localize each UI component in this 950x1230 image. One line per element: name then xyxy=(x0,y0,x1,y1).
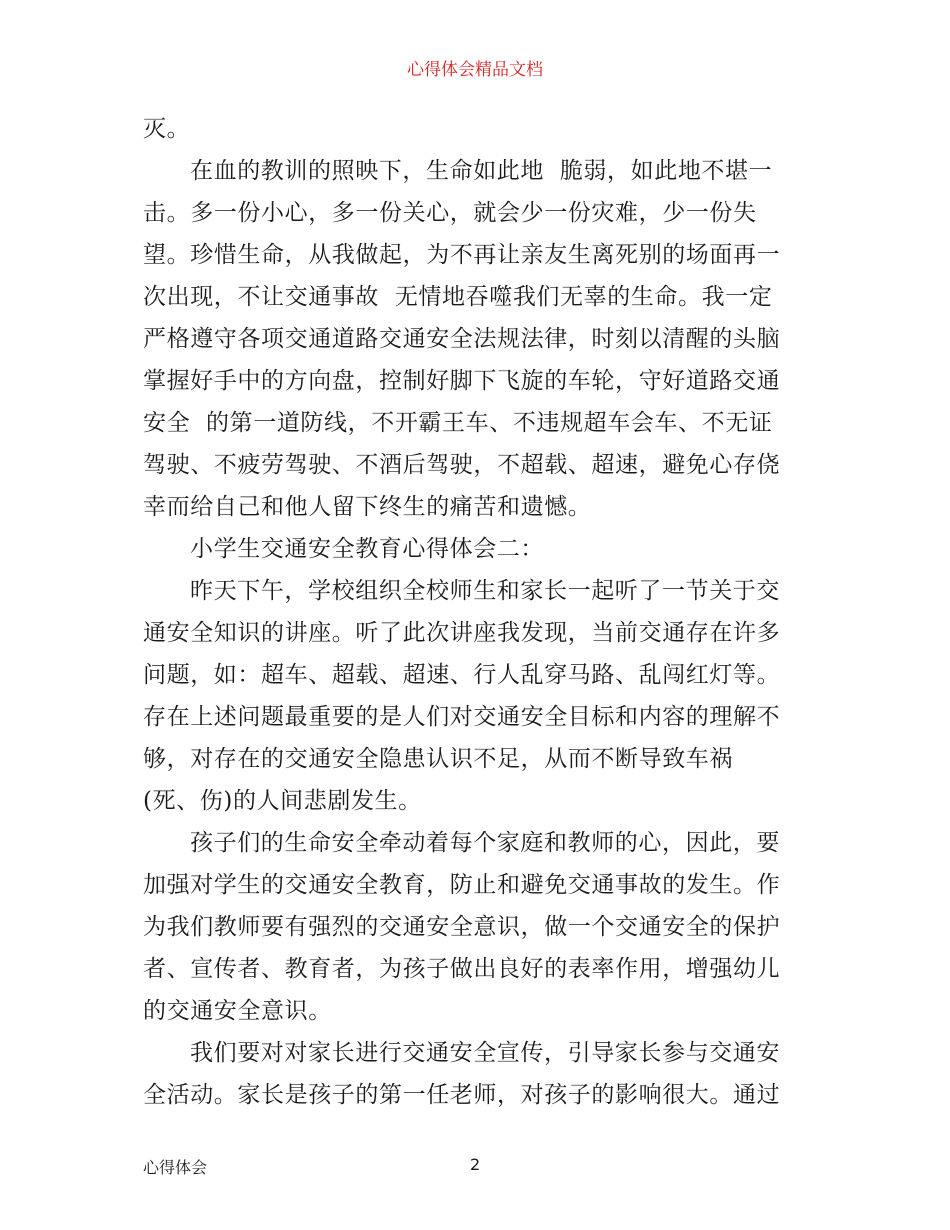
body-line: 安全 的第一道防线，不开霸王车、不违规超车会车、不无证 xyxy=(143,410,773,436)
body-line: 为我们教师要有强烈的交通安全意识，做一个交通安全的保护 xyxy=(143,914,781,940)
body-line: 击。多一份小心，多一份关心，就会少一份灾难，少一份失 xyxy=(143,200,757,226)
body-line: 驾驶、不疲劳驾驶、不酒后驾驶，不超载、超速，避免心存侥 xyxy=(143,452,781,478)
body-line: 灭。 xyxy=(143,116,191,142)
body-line: 通安全知识的讲座。听了此次讲座我发现，当前交通存在许多 xyxy=(143,620,781,646)
footer-label: 心得体会 xyxy=(143,1158,208,1177)
body-line: 问题，如：超车、超载、超速、行人乱穿马路、乱闯红灯等。 xyxy=(143,662,781,688)
body-line: 加强对学生的交通安全教育，防止和避免交通事故的发生。作 xyxy=(143,872,781,898)
document-body xyxy=(143,108,815,1116)
body-line: 昨天下午，学校组织全校师生和家长一起听了一节关于交 xyxy=(190,578,780,604)
body-line: 够，对存在的交通安全隐患认识不足，从而不断导致车祸 xyxy=(143,746,733,772)
body-line: 者、宣传者、教育者，为孩子做出良好的表率作用，增强幼儿 xyxy=(143,956,781,982)
body-line: 在血的教训的照映下，生命如此地 脆弱，如此地不堪一 xyxy=(190,158,773,184)
body-line: 的交通安全意识。 xyxy=(143,998,332,1024)
page-number: 2 xyxy=(470,1155,481,1174)
body-line: (死、伤)的人间悲剧发生。 xyxy=(143,788,422,814)
body-line: 望。珍惜生命，从我做起，为不再让亲友生离死别的场面再一 xyxy=(143,242,781,268)
body-line: 幸而给自己和他人留下终生的痛苦和遗憾。 xyxy=(143,494,592,520)
body-line: 全活动。家长是孩子的第一任老师，对孩子的影响很大。通过 xyxy=(143,1082,781,1108)
body-line: 我们要对对家长进行交通安全宣传，引导家长参与交通安 xyxy=(190,1040,780,1066)
section-heading: 小学生交通安全教育心得体会二： xyxy=(190,536,544,562)
body-line: 孩子们的生命安全牵动着每个家庭和教师的心，因此，要 xyxy=(190,830,780,856)
body-line: 掌握好手中的方向盘，控制好脚下飞旋的车轮，守好道路交通 xyxy=(143,368,781,394)
document-header-title: 心得体会精品文档 xyxy=(407,60,543,80)
body-line: 次出现，不让交通事故 无情地吞噬我们无辜的生命。我一定 xyxy=(143,284,773,310)
body-line: 存在上述问题最重要的是人们对交通安全目标和内容的理解不 xyxy=(143,704,781,730)
body-line: 严格遵守各项交通道路交通安全法规法律，时刻以清醒的头脑 xyxy=(143,326,781,352)
